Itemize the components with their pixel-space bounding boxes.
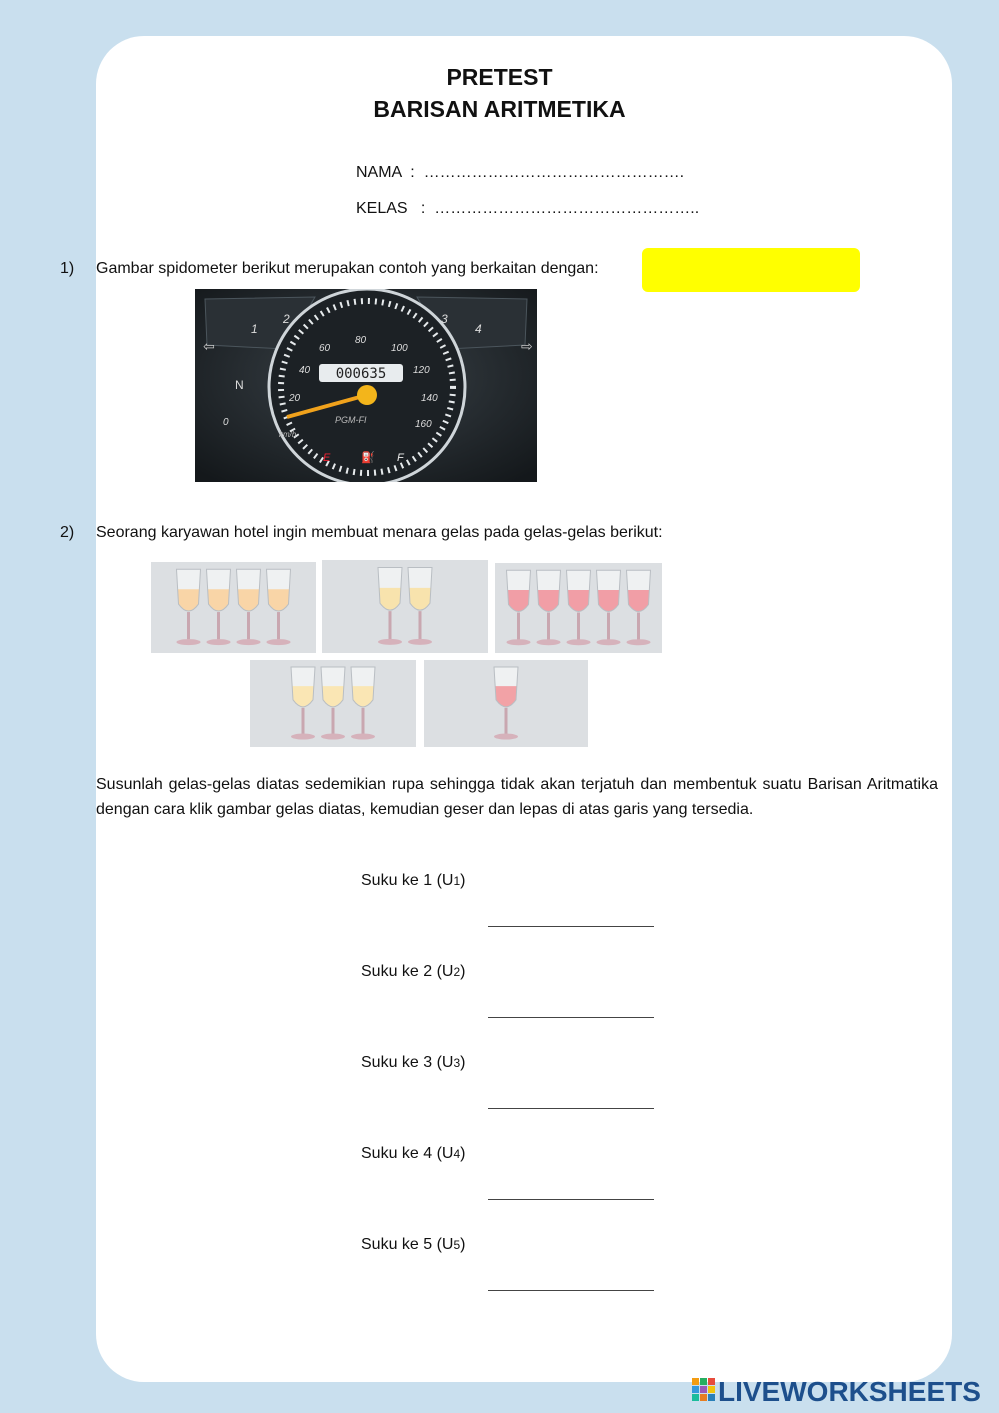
- left-arrow-icon: ⇦: [203, 338, 215, 354]
- glass-image-2-yellow[interactable]: [322, 560, 488, 653]
- page-title: PRETEST: [446, 64, 553, 90]
- instruction-paragraph: Susunlah gelas-gelas diatas sedemikian rupa sehingga tidak akan terjatuh dan membentuk suatu Barisan Aritmatika dengan cara klik gambar gelas diatas, kemudian geser dan lepas di atas garis yang tersedia.: [96, 776, 938, 818]
- glass-image-3-yellow[interactable]: [250, 660, 416, 747]
- fuel-pump-icon: ⛽: [361, 452, 375, 464]
- unit-label: km/h: [279, 430, 297, 439]
- question-2-number: 2): [60, 524, 75, 541]
- fuel-full-label: F: [397, 452, 404, 464]
- question-1-text: Gambar spidometer berikut merupakan contoh yang berkaitan dengan:: [96, 260, 599, 277]
- speed-tick-0: 0: [223, 417, 229, 428]
- speed-tick-140: 140: [421, 393, 438, 404]
- speed-tick-160: 160: [415, 419, 432, 430]
- term-label-3: Suku ke 3 (U3): [361, 1054, 466, 1071]
- liveworksheets-logo: [692, 1372, 990, 1406]
- speedometer-image: [195, 289, 537, 482]
- speed-tick-40: 40: [299, 365, 311, 376]
- term-label-1: Suku ke 1 (U1): [361, 872, 466, 889]
- term-label-2: Suku ke 2 (U2): [361, 963, 466, 980]
- odometer-readout: 000635: [335, 366, 387, 382]
- fuel-empty-label: E: [323, 452, 331, 464]
- term-drop-line-1[interactable]: [488, 926, 654, 927]
- nama-field: NAMA : ………………………………………….: [356, 164, 685, 181]
- term-label-5: Suku ke 5 (U5): [361, 1236, 466, 1253]
- question-2-text: Seorang karyawan hotel ingin membuat menara gelas pada gelas-gelas berikut:: [96, 524, 663, 541]
- term-drop-line-2[interactable]: [488, 1017, 654, 1018]
- glass-image-1-red[interactable]: [424, 660, 588, 747]
- kelas-field: KELAS : …………………………………………..: [356, 200, 700, 217]
- term-label-4: Suku ke 4 (U4): [361, 1145, 466, 1162]
- speed-tick-80: 80: [355, 335, 367, 346]
- gear-tick-1: 1: [251, 322, 258, 336]
- term-drop-line-4[interactable]: [488, 1199, 654, 1200]
- gear-tick-n: N: [235, 378, 244, 392]
- page-subtitle: BARISAN ARITMETIKA: [373, 96, 626, 122]
- gear-tick-3: 3: [441, 312, 448, 326]
- right-arrow-icon: ⇨: [521, 338, 533, 354]
- speed-tick-120: 120: [413, 365, 430, 376]
- gear-tick-2: 2: [283, 312, 290, 326]
- question-1-answer-input[interactable]: [642, 248, 860, 292]
- speed-tick-100: 100: [391, 343, 408, 354]
- glass-image-4-orange[interactable]: [151, 562, 316, 653]
- brand-label: PGM-FI: [335, 415, 367, 425]
- speed-tick-20: 20: [289, 393, 301, 404]
- gear-tick-4: 4: [475, 322, 482, 336]
- question-1-number: 1): [60, 260, 75, 277]
- logo-text: LIVEWORKSHEETS: [718, 1376, 981, 1406]
- glass-image-5-red[interactable]: [495, 563, 662, 653]
- term-drop-line-3[interactable]: [488, 1108, 654, 1109]
- term-drop-line-5[interactable]: [488, 1290, 654, 1291]
- speed-tick-60: 60: [319, 343, 331, 354]
